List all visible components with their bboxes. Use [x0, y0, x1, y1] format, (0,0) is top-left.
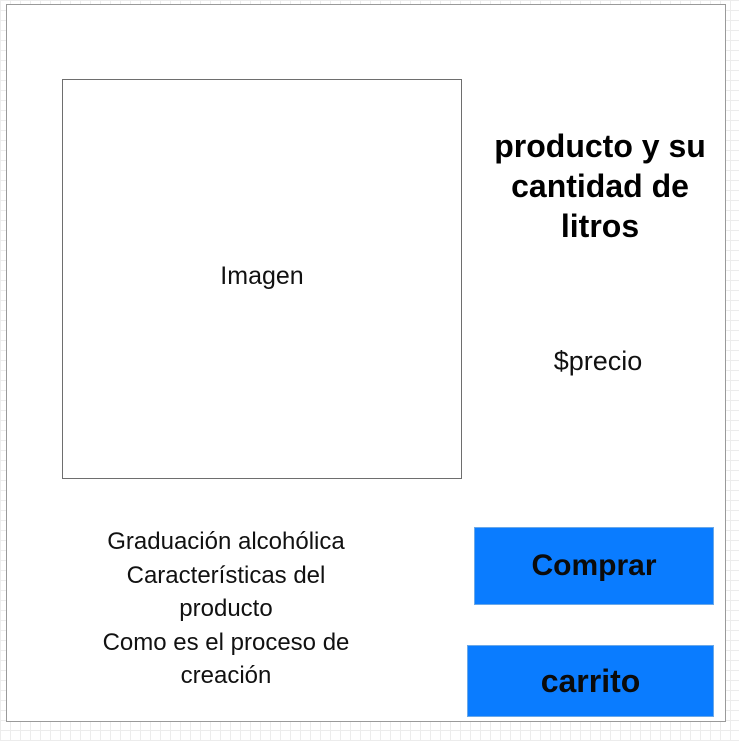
cart-button[interactable]: carrito: [467, 645, 714, 717]
image-placeholder-label: Imagen: [220, 262, 304, 290]
product-image-placeholder: [62, 79, 462, 479]
product-details: [66, 525, 386, 693]
product-price: $precio: [553, 346, 643, 376]
product-title: producto y su cantidad de litros: [494, 128, 706, 244]
detail-line: Graduación alcohólica: [107, 528, 345, 555]
detail-line: producto: [179, 595, 273, 622]
detail-line: Como es el proceso de: [102, 628, 350, 656]
detail-line: creación: [180, 662, 272, 689]
buy-button[interactable]: Comprar: [474, 527, 714, 605]
detail-line: Características del: [126, 561, 326, 589]
